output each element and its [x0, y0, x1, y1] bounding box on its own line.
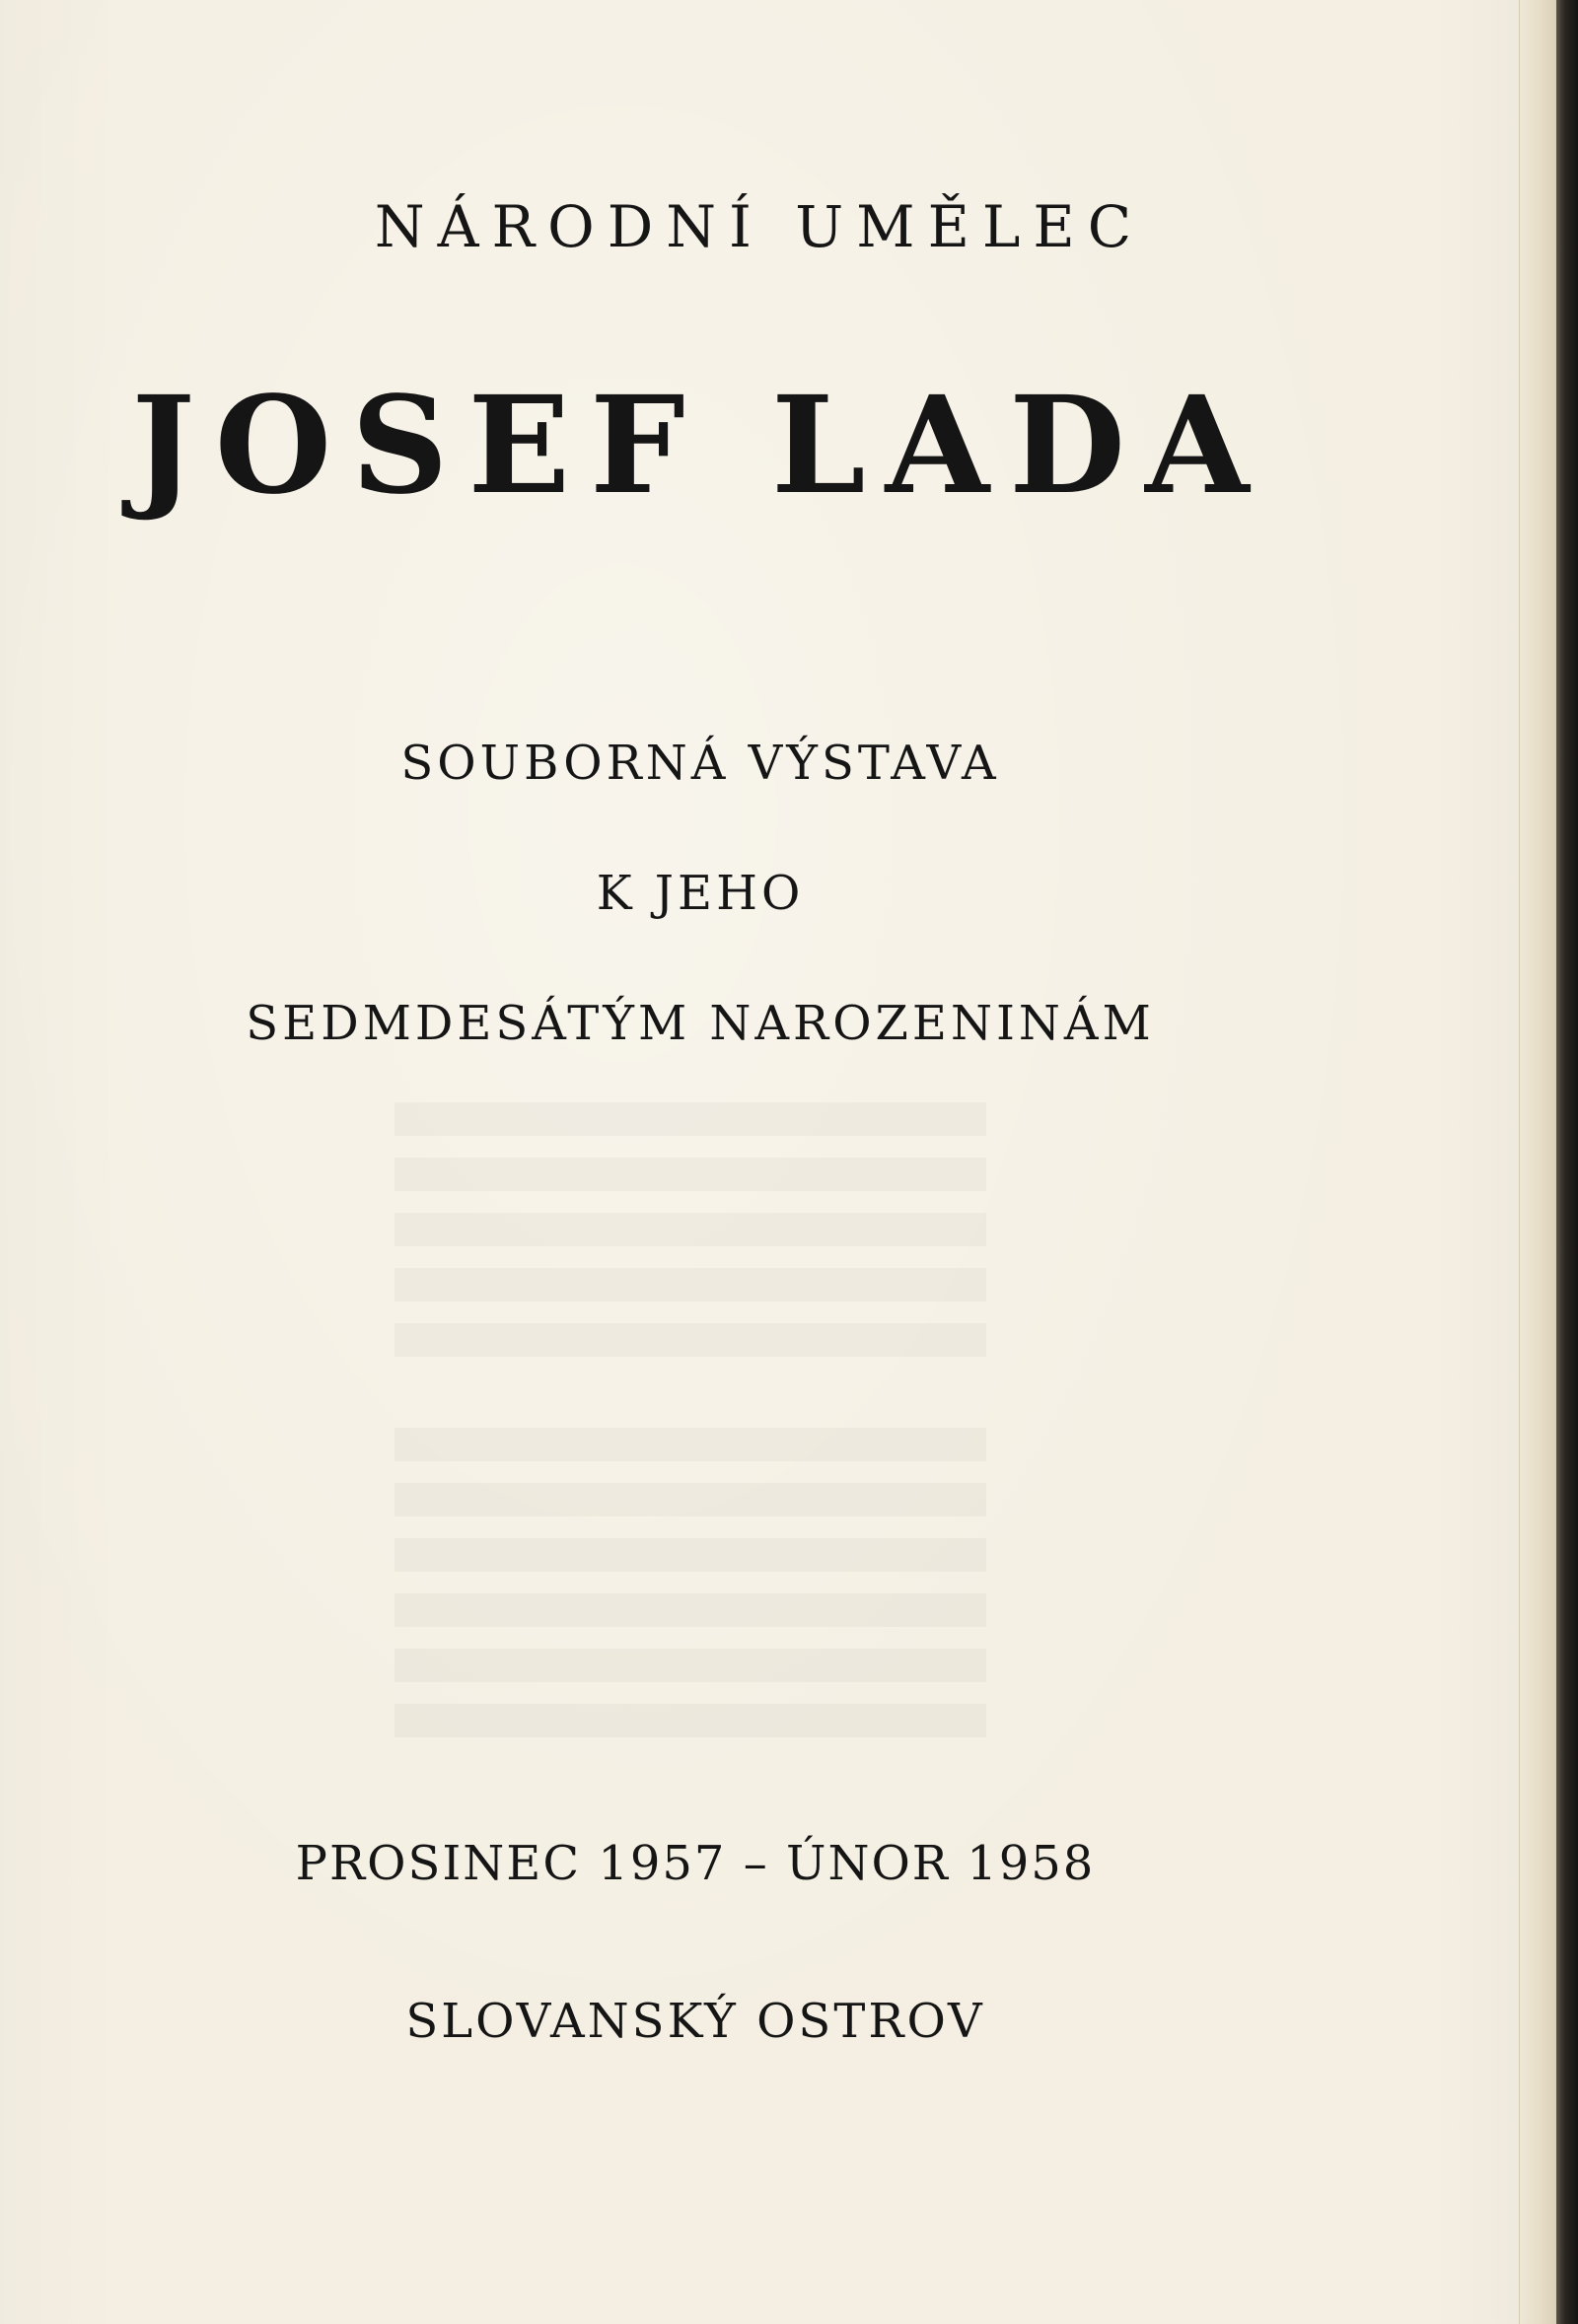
show-through-text — [394, 1323, 986, 1357]
show-through-text — [394, 1593, 986, 1627]
birthday-line: SEDMDESÁTÝM NAROZENINÁM — [246, 996, 1155, 1051]
show-through-text — [394, 1538, 986, 1572]
show-through-text — [394, 1102, 986, 1136]
show-through-text — [394, 1483, 986, 1516]
show-through-text — [394, 1213, 986, 1246]
page-edge — [1519, 0, 1557, 2324]
show-through-text — [394, 1649, 986, 1682]
show-through-text — [394, 1704, 986, 1737]
show-through-text — [394, 1428, 986, 1461]
show-through-text — [394, 1268, 986, 1302]
occasion-line: K JEHO — [596, 866, 805, 921]
exhibition-type: SOUBORNÁ VÝSTAVA — [400, 736, 1000, 791]
exhibition-dates: PROSINEC 1957 – ÚNOR 1958 — [295, 1836, 1096, 1891]
artist-name-heading: JOSEF LADA — [131, 367, 1269, 525]
scan-border — [1556, 0, 1578, 2324]
exhibition-venue: SLOVANSKÝ OSTROV — [405, 1994, 985, 2049]
show-through-text — [394, 1158, 986, 1191]
subtitle-national-artist: NÁRODNÍ UMĚLEC — [374, 193, 1145, 260]
